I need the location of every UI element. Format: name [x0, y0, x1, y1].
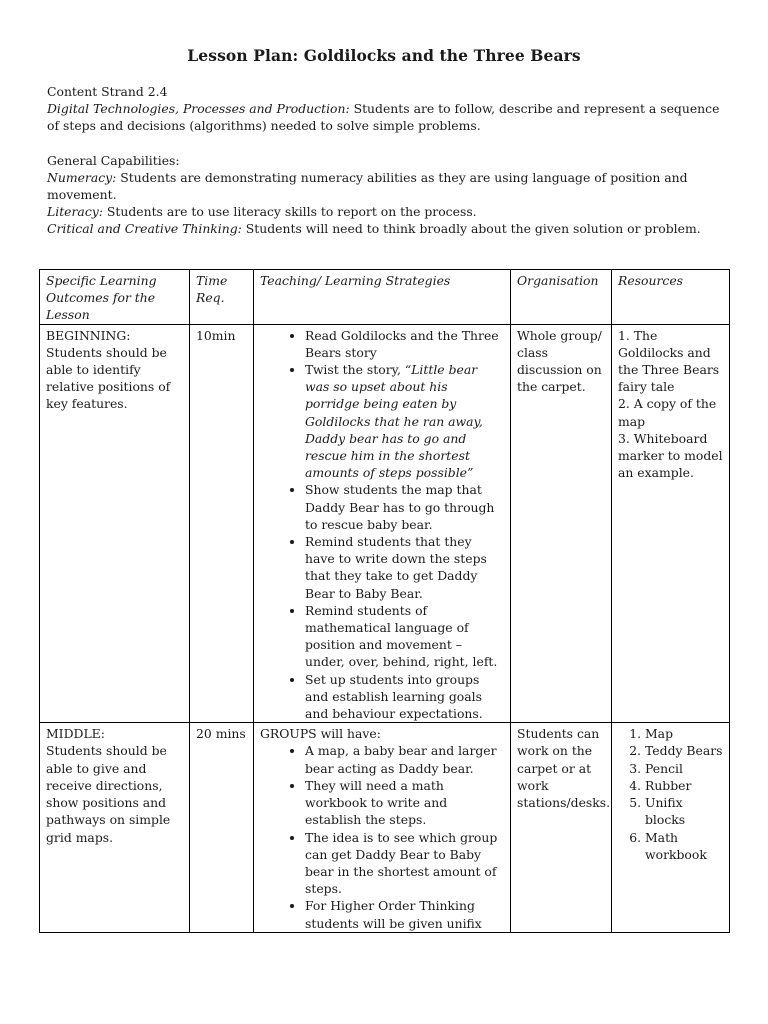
resource-item: 3. Whiteboard marker to model an example. [618, 430, 723, 481]
list-item: • Set up students into groups and establish learning goals and behaviour expectations. [305, 671, 504, 723]
middle-strategy-lead: GROUPS will have: [260, 726, 381, 742]
header-outcomes: Specific Learning Outcomes for the Lesson [40, 270, 190, 325]
resource-item: 6. Math workbook [645, 829, 723, 863]
beginning-organisation: Whole group/ class discussion on the carpet. [511, 324, 612, 723]
list-item: • A map, a baby bear and larger bear acting as Daddy bear. [305, 742, 504, 776]
general-capabilities-heading: General Capabilities: [47, 152, 180, 168]
beginning-strategy-list [260, 327, 504, 723]
numeracy-paragraph [47, 169, 727, 203]
resource-item: 4. Rubber [645, 777, 723, 794]
lesson-plan-table [39, 269, 730, 933]
middle-resources-cell [612, 723, 730, 932]
numeracy-label: Numeracy: [47, 169, 117, 185]
literacy-text: Students are to use literacy skills to report on the process. [102, 204, 477, 220]
critical-thinking-text: Students will need to think broadly about the given solution or problem. [241, 221, 701, 237]
digital-technologies-text: Students are to follow, describe and represent a sequence of steps and decisions (algorithms) needed to solve simple problems. [47, 101, 720, 134]
intro-section [47, 83, 727, 238]
list-item: • The idea is to see which group can get Daddy Bear to Baby bear in the shortest amount of steps. [305, 829, 504, 898]
numeracy-text: Students are demonstrating numeracy abilities as they are using language of position and movement. [47, 169, 688, 203]
middle-outcome-cell [40, 723, 190, 932]
resource-item: 1. The Goldilocks and the Three Bears fairy tale [618, 327, 720, 395]
list-item: • Read Goldilocks and the Three Bears story [305, 327, 504, 361]
resource-item: 2. Teddy Bears [645, 742, 723, 759]
table-row-beginning [40, 324, 730, 723]
middle-outcome-text: Students should be able to give and receive directions, show positions and pathways on simple grid maps. [46, 743, 171, 845]
middle-strategies-cell [254, 723, 511, 932]
middle-time: 20 mins [190, 723, 254, 932]
list-item: • They will need a math workbook to write and establish the steps. [305, 777, 504, 829]
list-item: • For Higher Order Thinking students will be given unifix [305, 897, 504, 931]
table-header-row [40, 270, 730, 325]
middle-strategy-list [260, 742, 504, 931]
list-item: • Remind students that they have to write down the steps that they take to get Daddy Bear to Baby Bear. [305, 533, 504, 602]
header-organisation: Organisation [511, 270, 612, 325]
strategy-lead: Twist the story, [305, 362, 405, 378]
resource-item: 5. Unifix blocks [645, 794, 723, 828]
beginning-outcome-text: Students should be able to identify relative positions of key features. [46, 344, 171, 412]
list-item: • Remind students of mathematical language of position and movement – under, over, behind, right, left. [305, 602, 504, 671]
middle-resource-list [618, 725, 723, 863]
story-twist-quote: “Little bear was so upset about his porridge being eaten by Goldilocks that he ran away, Daddy bear has to go and rescue him in the shortest amounts of steps possible” [305, 362, 483, 481]
header-time: Time Req. [190, 270, 254, 325]
beginning-title: BEGINNING: [46, 327, 131, 343]
resource-item: 1. Map [645, 725, 723, 742]
beginning-strategies-cell [254, 324, 511, 723]
beginning-time: 10min [190, 324, 254, 723]
resource-item: 2. A copy of the map [618, 396, 717, 429]
digital-technologies-paragraph [47, 100, 727, 134]
beginning-outcome-cell [40, 324, 190, 723]
content-strand: Content Strand 2.4 [47, 84, 168, 99]
middle-title: MIDDLE: [46, 726, 105, 742]
page-title: Lesson Plan: Goldilocks and the Three Bears [187, 46, 581, 65]
digital-technologies-label: Digital Technologies, Processes and Production: [47, 101, 350, 117]
table-row-middle [40, 723, 730, 932]
literacy-paragraph [47, 203, 727, 220]
list-item: • Show students the map that Daddy Bear has to go through to rescue baby bear. [305, 481, 504, 533]
middle-organisation: Students can work on the carpet or at work stations/desks. [511, 723, 612, 932]
critical-thinking-paragraph [47, 220, 727, 237]
resource-item: 3. Pencil [645, 760, 723, 777]
critical-thinking-label: Critical and Creative Thinking: [47, 221, 242, 237]
header-resources: Resources [612, 270, 730, 325]
list-item [305, 361, 504, 481]
literacy-label: Literacy: [47, 204, 103, 220]
beginning-resources-cell [612, 324, 730, 723]
header-strategies: Teaching/ Learning Strategies [254, 270, 511, 325]
